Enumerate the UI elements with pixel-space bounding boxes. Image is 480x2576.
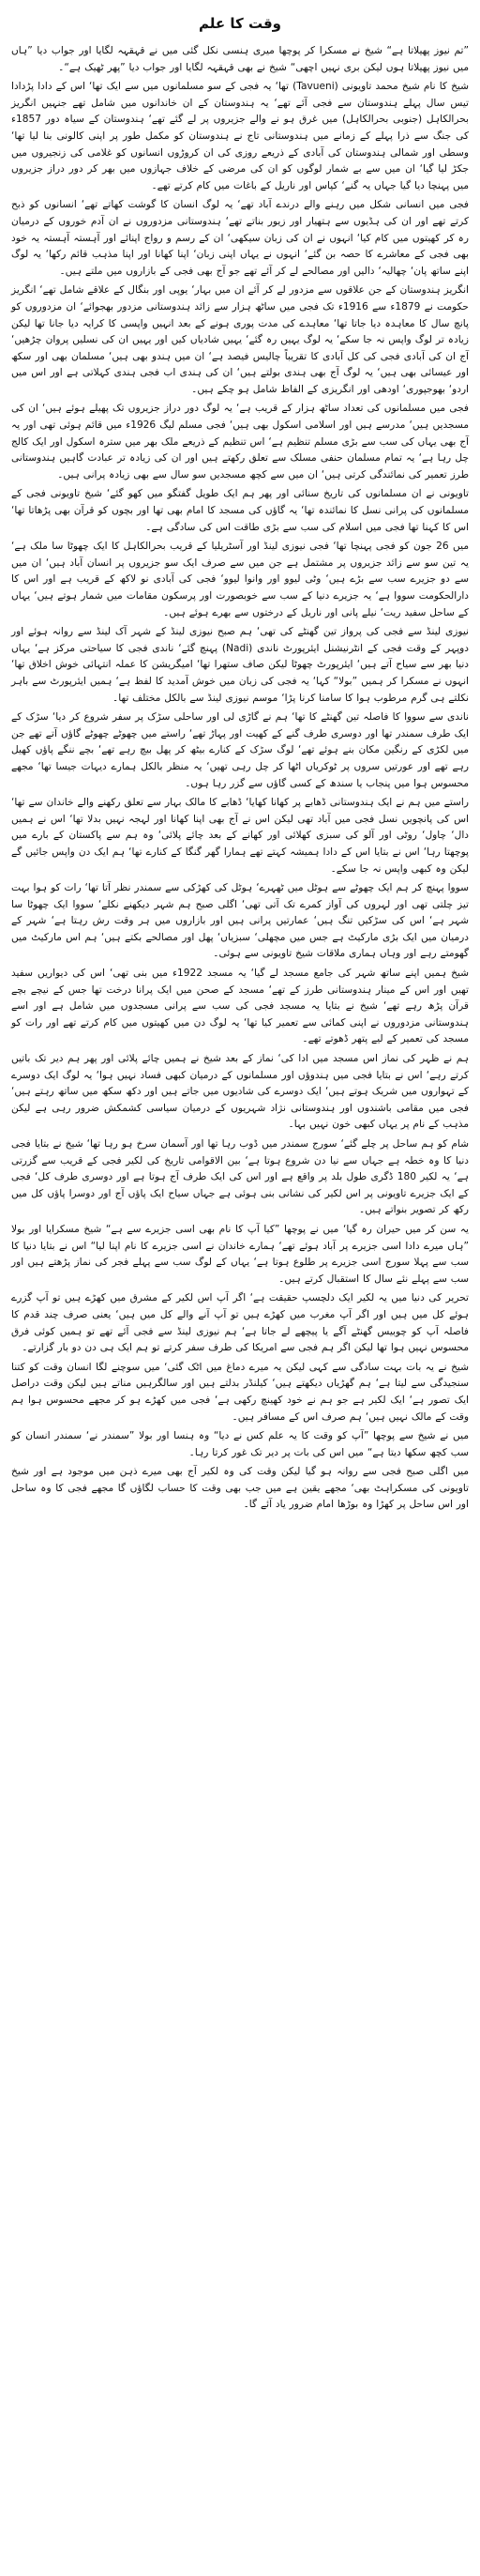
paragraph: ”تم نیوز پھیلاتا ہے“ شیخ نے مسکرا کر پوچھا میری ہنسی نکل گئی میں نے قہقہہ لگایا اور جواب دیا ”ہاں میں نیوز پھیلاتا ہوں لیکن بری نہیں اچھی“ شیخ نے بھی قہقہہ لگایا اور جواب دیا ”پھر ٹھیک ہے“۔ xyxy=(11,45,469,73)
paragraph: نیوزی لینڈ سے فجی کی پرواز تین گھنٹے کی تھی‘ ہم صبح نیوزی لینڈ کے شہر آک لینڈ سے روانہ ہوئے اور دوپہر کے وقت فجی کے انٹرنیشنل ایئرپورٹ ناندی (Nadi) پہنچ گئے‘ ناندی فجی کا سیاحتی مرکز ہے‘ یہاں دنیا بھر سے سیاح آتے ہیں‘ ایئرپورٹ چھوٹا لیکن صاف ستھرا تھا‘ امیگریشن کا عملہ انتہائی خوش اخلاق تھا‘ انہوں نے مسکرا کر ہمیں ”بولا“ کہا‘ یہ فجی کی زبان میں خوش آمدید کا لفظ ہے‘ ہمیں ایئرپورٹ سے باہر نکلتے ہی گرم مرطوب ہوا کا سامنا کرنا پڑا‘ موسم نیوزی لینڈ سے بالکل مختلف تھا۔ xyxy=(11,626,469,704)
paragraph: ناندی سے سووا کا فاصلہ تین گھنٹے کا تھا‘ ہم نے گاڑی لی اور ساحلی سڑک پر سفر شروع کر دیا‘ سڑک کے ایک طرف سمندر تھا اور دوسری طرف گنے کے کھیت اور پہاڑ تھے‘ راستے میں چھوٹے چھوٹے گاؤں آتے تھے جن میں لکڑی کے رنگین مکان بنے ہوئے تھے‘ لوگ سڑک کے کنارے بیٹھ کر پھل بیچ رہے تھے‘ بچے ننگے پاؤں کھیل رہے تھے اور عورتیں سروں پر ٹوکریاں اٹھا کر چل رہی تھیں‘ یہ منظر بالکل ہمارے دیہات جیسا تھا‘ مجھے محسوس ہوا میں پنجاب یا سندھ کے کسی گاؤں سے گزر رہا ہوں۔ xyxy=(11,711,469,789)
paragraph: یہ سن کر میں حیران رہ گیا‘ میں نے پوچھا ”کیا آپ کا نام بھی اسی جزیرے سے ہے“ شیخ مسکرایا اور بولا ”ہاں میرے دادا اسی جزیرے پر آباد ہوئے تھے‘ ہمارے خاندان نے اسی جزیرے کا نام اپنا لیا“ اس نے بتایا دنیا کا سب سے پہلا سورج اسی جزیرے پر طلوع ہوتا ہے‘ یہاں کے لوگ سب سے پہلے فجر کی نماز پڑھتے ہیں اور سب سے پہلے نئے سال کا استقبال کرتے ہیں۔ xyxy=(11,1223,469,1285)
paragraph: راستے میں ہم نے ایک ہندوستانی ڈھابے پر کھانا کھایا‘ ڈھابے کا مالک بہار سے تعلق رکھنے والے خاندان سے تھا‘ اس کی پانچویں نسل فجی میں آباد تھی لیکن اس نے آج بھی اپنا کھانا اور لہجہ نہیں بدلا تھا‘ اس نے ہمیں دال‘ چاول‘ روٹی اور آلو کی سبزی کھلائی اور کھانے کے بعد چائے پلائی‘ وہ ہم سے پاکستان کے بارے میں پوچھتا رہا‘ اس نے بتایا اس کے دادا ہمیشہ کہتے تھے ہمارا گھر گنگا کے کنارے تھا‘ ہم ایک دن واپس جائیں گے لیکن وہ کبھی واپس نہ جا سکے۔ xyxy=(11,797,469,875)
paragraph: سووا پہنچ کر ہم ایک چھوٹے سے ہوٹل میں ٹھہرے‘ ہوٹل کی کھڑکی سے سمندر نظر آتا تھا‘ رات کو ہوا بہت تیز چلتی تھی اور لہروں کی آواز کمرے تک آتی تھی‘ اگلی صبح ہم شہر دیکھنے نکلے‘ سووا ایک چھوٹا سا شہر ہے‘ اس کی سڑکیں تنگ ہیں‘ عمارتیں پرانی ہیں اور بازاروں میں ہر وقت رش رہتا ہے‘ شہر کے درمیان میں ایک بڑی مارکیٹ ہے جس میں مچھلی‘ سبزیاں‘ پھل اور مصالحے بکتے ہیں‘ ہم اس مارکیٹ میں گھومتے رہے اور وہاں ہماری ملاقات شیخ تاویونی سے ہوئی۔ xyxy=(11,882,469,960)
column-title: وقت کا علم xyxy=(199,15,281,32)
paragraph: تاویونی نے ان مسلمانوں کی تاریخ سنائی اور پھر ہم ایک طویل گفتگو میں کھو گئے‘ شیخ تاویونی فجی کے مسلمانوں کی پرانی نسل کا نمائندہ تھا‘ یہ گاؤں کی مسجد کا امام بھی تھا اور بچوں کو قرآن بھی پڑھاتا تھا‘ اس کا کہنا تھا فجی میں اسلام کی سب سے بڑی طاقت اس کی سادگی ہے۔ xyxy=(11,488,469,533)
paragraph: شیخ ہمیں اپنے ساتھ شہر کی جامع مسجد لے گیا‘ یہ مسجد 1922ء میں بنی تھی‘ اس کی دیواریں سفید تھیں اور اس کے مینار ہندوستانی طرز کے تھے‘ مسجد کے صحن میں ایک پرانا درخت تھا جس کے نیچے بچے قرآن پڑھ رہے تھے‘ شیخ نے بتایا یہ مسجد فجی کی سب سے پرانی مسجدوں میں شامل ہے اور اسے ہندوستانی مزدوروں نے اپنی کمائی سے تعمیر کیا تھا‘ یہ لوگ دن میں کھیتوں میں کام کرتے تھے اور رات کو مسجد کی تعمیر کے لیے پتھر ڈھوتے تھے۔ xyxy=(11,968,469,1045)
paragraph: شیخ نے یہ بات بہت سادگی سے کہی لیکن یہ میرے دماغ میں اٹک گئی‘ میں سوچنے لگا انسان وقت کو کتنا سنجیدگی سے لیتا ہے‘ ہم گھڑیاں دیکھتے ہیں‘ کیلنڈر بدلتے ہیں اور سالگرہیں مناتے ہیں لیکن وقت دراصل ایک تصور ہے‘ ایک لکیر ہے جو ہم نے خود کھینچ رکھی ہے‘ فجی میں کھڑے ہو کر مجھے محسوس ہوا ہم وقت کے مالک نہیں ہیں‘ ہم صرف اس کے مسافر ہیں۔ xyxy=(11,1361,469,1423)
paragraph: ہم نے ظہر کی نماز اس مسجد میں ادا کی‘ نماز کے بعد شیخ نے ہمیں چائے پلائی اور پھر ہم دیر تک باتیں کرتے رہے‘ اس نے بتایا فجی میں ہندوؤں اور مسلمانوں کے درمیان کبھی فساد نہیں ہوا‘ یہ لوگ ایک دوسرے کے تہواروں میں شریک ہوتے ہیں‘ ایک دوسرے کی شادیوں میں جاتے ہیں اور دکھ سکھ میں ساتھ رہتے ہیں‘ فجی میں مقامی باشندوں اور ہندوستانی نژاد شہریوں کے درمیان سیاسی کشمکش ضرور رہی ہے لیکن مذہب کے نام پر یہاں کبھی خون نہیں بہا۔ xyxy=(11,1053,469,1131)
column-body xyxy=(11,43,469,1514)
paragraph: میں اگلی صبح فجی سے روانہ ہو گیا لیکن وقت کی وہ لکیر آج بھی میرے ذہن میں موجود ہے اور شیخ تاویونی کی مسکراہٹ بھی‘ مجھے یقین ہے میں جب بھی وقت کا حساب لگاؤں گا مجھے فجی کا وہ ساحل اور اس ساحل پر کھڑا وہ بوڑھا امام ضرور یاد آئے گا۔ xyxy=(11,1466,469,1511)
paragraph: انگریز ہندوستان کے جن علاقوں سے مزدور لے کر آئے ان میں بہار‘ یوپی اور بنگال کے علاقے شامل تھے‘ انگریز حکومت نے 1879ء سے 1916ء تک فجی میں ساٹھ ہزار سے زائد ہندوستانی مزدور بھجوائے‘ ان مزدوروں کو پانچ سال کا معاہدہ دیا جاتا تھا‘ معاہدے کی مدت پوری ہونے کے بعد انہیں واپسی کا کرایہ دیا جانا تھا لیکن زیادہ تر لوگ واپس نہ جا سکے‘ یہ لوگ یہیں رہ گئے‘ یہیں شادیاں کیں اور یہیں ان کی نسلیں پروان چڑھیں‘ آج ان کی آبادی فجی کی کل آبادی کا تقریباً چالیس فیصد ہے‘ ان میں ہندو بھی ہیں‘ مسلمان بھی اور سکھ اور عیسائی بھی ہیں‘ یہ لوگ آج بھی ہندی بولتے ہیں‘ ان کی ہندی اب فجی ہندی کہلاتی ہے اور اس میں اردو‘ بھوجپوری‘ اودھی اور انگریزی کے الفاظ شامل ہو چکے ہیں۔ xyxy=(11,284,469,395)
paragraph: شیخ کا نام شیخ محمد تاویونی (Tavueni) تھا‘ یہ فجی کے سو مسلمانوں میں سے ایک تھا‘ اس کے دادا پڑدادا تیس سال پہلے ہندوستان سے فجی آئے تھے‘ یہ ہندوستان کے ان خاندانوں میں شامل تھے جنہیں انگریز بحرالکاہل (جنوبی بحرالکاہل) میں غرق ہو نے والے جزیروں پر لے گئے تھے‘ ہندوستان کے سیاہ دور 1857ء کی جنگ سے ذرا پہلے کے زمانے میں ہندوستانی تاج نے ہندوستان کو مکمل طور پر اپنی کالونی بنا لیا تھا‘ وسطی اور شمالی ہندوستان کی آبادی کے ذریعے روزی کی ان کروڑوں انسانوں کو غلامی کی زنجیروں میں جکڑ لیا گیا‘ ان میں سے بے شمار لوگوں کو ان کی مرضی کے خلاف جہازوں میں بھر کر دور دراز جزیروں میں پہنچا دیا گیا جہاں یہ گنے‘ کپاس اور ناریل کے باغات میں کام کرتے تھے۔ xyxy=(11,81,469,191)
paragraph: میں 26 جون کو فجی پہنچا تھا‘ فجی نیوزی لینڈ اور آسٹریلیا کے قریب بحرالکاہل کا ایک چھوٹا سا ملک ہے‘ یہ تین سو سے زائد جزیروں پر مشتمل ہے جن میں سے صرف ایک سو جزیروں پر انسان آباد ہیں‘ ان میں سے دو جزیرے سب سے بڑے ہیں‘ وٹی لیوو اور وانوا لیوو‘ فجی کی آبادی نو لاکھ کے قریب ہے اور اس کا دارالحکومت سووا ہے‘ یہ جزیرے دنیا کے سب سے خوبصورت اور پرسکون مقامات میں شمار ہوتے ہیں‘ یہاں کے ساحل سفید ریت‘ نیلے پانی اور ناریل کے درختوں سے بھرے ہوئے ہیں۔ xyxy=(11,541,469,618)
paragraph: تحریر کی دنیا میں یہ لکیر ایک دلچسپ حقیقت ہے‘ اگر آپ اس لکیر کے مشرق میں کھڑے ہیں تو آپ گزرے ہوئے کل میں ہیں اور اگر آپ مغرب میں کھڑے ہیں تو آپ آنے والے کل میں ہیں‘ یعنی صرف چند قدم کا فاصلہ آپ کو چوبیس گھنٹے آگے یا پیچھے لے جاتا ہے‘ ہم نیوزی لینڈ سے فجی آئے تھے تو ہمیں کوئی فرق محسوس نہیں ہوا تھا لیکن اگر ہم فجی سے امریکا کی طرف سفر کرتے تو ہم ایک ہی دن دو بار گزارتے۔ xyxy=(11,1292,469,1354)
paragraph: فجی میں مسلمانوں کی تعداد ساٹھ ہزار کے قریب ہے‘ یہ لوگ دور دراز جزیروں تک پھیلے ہوئے ہیں‘ ان کی مسجدیں ہیں‘ مدرسے ہیں اور اسلامی اسکول بھی ہیں‘ فجی مسلم لیگ 1926ء میں قائم ہوئی تھی اور یہ آج بھی یہاں کی سب سے بڑی مسلم تنظیم ہے‘ اس تنظیم کے ذریعے ملک بھر میں سترہ اسکول اور ایک کالج چل رہا ہے‘ یہ تمام مسلمان حنفی مسلک سے تعلق رکھتے ہیں اور ان کی زیادہ تر عبادت گاہیں ہندوستانی طرز تعمیر کی نمائندگی کرتی ہیں‘ ان میں سے کچھ مسجدیں سو سال سے بھی زیادہ پرانی ہیں۔ xyxy=(11,403,469,480)
paragraph: فجی میں انسانی شکل میں رہنے والے درندے آباد تھے‘ یہ لوگ انسان کا گوشت کھاتے تھے‘ انسانوں کو ذبح کرتے تھے اور ان کی ہڈیوں سے ہتھیار اور زیور بناتے تھے‘ ہندوستانی مزدوروں نے ان آدم خوروں کے درمیان رہ کر کھیتوں میں کام کیا‘ انہوں نے ان کی زبان سیکھی‘ ان کے رسم و رواج اپنائے اور آہستہ آہستہ یہ خود بھی فجی کے معاشرے کا حصہ بن گئے‘ انہوں نے یہاں اپنی زبان‘ اپنا کھانا اور اپنا مذہب قائم رکھا‘ یہ لوگ اپنے ساتھ پان‘ چھالیہ‘ دالیں اور مصالحے لے کر آئے تھے جو آج بھی فجی کے بازاروں میں ملتے ہیں۔ xyxy=(11,199,469,277)
paragraph: میں نے شیخ سے پوچھا ”آپ کو وقت کا یہ علم کس نے دیا“ وہ ہنسا اور بولا ”سمندر نے‘ سمندر انسان کو سب کچھ سکھا دیتا ہے“ میں اس کی بات پر دیر تک غور کرتا رہا۔ xyxy=(11,1430,469,1458)
paragraph: شام کو ہم ساحل پر چلے گئے‘ سورج سمندر میں ڈوب رہا تھا اور آسمان سرخ ہو رہا تھا‘ شیخ نے بتایا فجی دنیا کا وہ خطہ ہے جہاں سے نیا دن شروع ہوتا ہے‘ بین الاقوامی تاریخ کی لکیر فجی کے قریب سے گزرتی ہے‘ یہ لکیر 180 ڈگری طول بلد پر واقع ہے اور اس کی ایک طرف آج ہوتا ہے اور دوسری طرف کل‘ فجی کے ایک جزیرے تاویونی پر اس لکیر کی نشانی بنی ہوئی ہے جہاں سیاح ایک پاؤں آج اور دوسرا پاؤں کل میں رکھ کر تصویر بنواتے ہیں۔ xyxy=(11,1138,469,1216)
